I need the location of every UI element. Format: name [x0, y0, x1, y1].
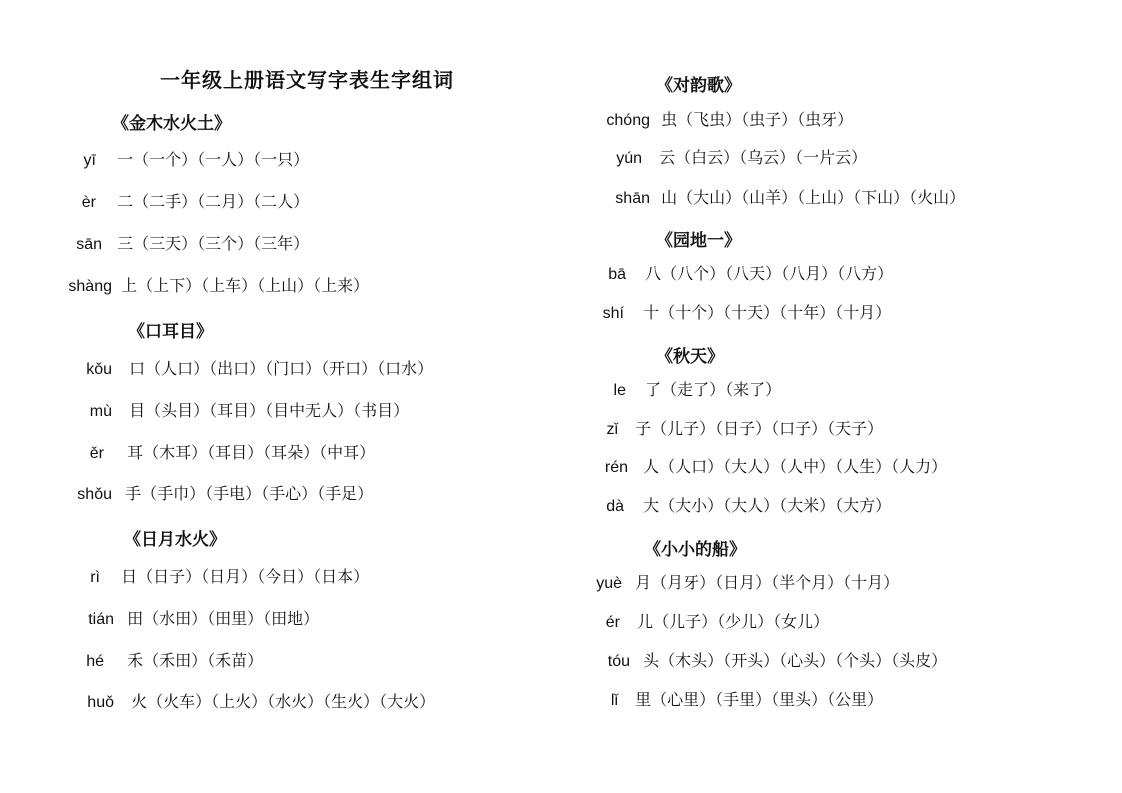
character-row [592, 457, 947, 478]
character-row [592, 188, 965, 209]
character-row [592, 264, 893, 285]
section-heading: 《对韵歌》 [656, 76, 741, 96]
pinyin: yún [616, 150, 642, 167]
word-group: 一（一个）（一人）（一只） [117, 150, 310, 169]
word-group: 目（头目）（耳目）（目中无人）（书目） [129, 401, 410, 420]
word-group: 云（白云）（乌云）（一片云） [659, 148, 868, 167]
word-group: 耳（木耳）（耳目）（耳朵）（中耳） [127, 443, 376, 462]
word-group: 手（手巾）（手电）（手心）（手足） [125, 484, 374, 503]
pinyin: bā [608, 266, 626, 283]
character-row [56, 192, 309, 213]
word-group: 头（木头）（开头）（心头）（个头）（头皮） [643, 651, 948, 670]
word-group: 人（人口）（大人）（人中）（人生）（人力） [643, 457, 948, 476]
character-row [56, 692, 435, 713]
section-heading: 《小小的船》 [644, 540, 746, 560]
section-heading: 《日月水火》 [124, 530, 226, 550]
character-row [56, 150, 309, 171]
pinyin: rì [90, 569, 100, 586]
character-row [592, 612, 829, 633]
word-group: 上（上下）（上车）（上山）（上来） [121, 276, 370, 295]
word-group: 儿（儿子）（少儿）（女儿） [637, 612, 830, 631]
word-group: 八（八个）（八天）（八月）（八方） [645, 264, 894, 283]
character-row [592, 496, 891, 517]
character-row [592, 651, 947, 672]
pinyin: rén [604, 459, 628, 476]
pinyin: zǐ [606, 421, 618, 438]
word-group: 月（月牙）（日月）（半个月）（十月） [635, 573, 900, 592]
pinyin: shān [615, 190, 650, 207]
word-group: 口（人口）（出口）（门口）（开口）（口水） [129, 359, 434, 378]
section-heading: 《秋天》 [656, 347, 724, 367]
character-row [56, 609, 319, 630]
word-group: 三（三天）（三个）（三年） [117, 234, 310, 253]
character-row [592, 690, 883, 711]
character-row [56, 276, 369, 297]
pinyin: tóu [607, 653, 630, 670]
word-group: 日（日子）（日月）（今日）（日本） [121, 567, 370, 586]
word-group: 禾（禾田）（禾苗） [127, 651, 264, 670]
pinyin: sān [76, 236, 102, 253]
word-group: 火（火车）（上火）（水火）（生火）（大火） [131, 692, 436, 711]
pinyin: le [613, 382, 626, 399]
character-row [56, 359, 433, 380]
pinyin: èr [81, 194, 96, 211]
character-row [592, 148, 867, 169]
character-row [56, 401, 409, 422]
word-group: 大（大小）（大人）（大米）（大方） [643, 496, 892, 515]
pinyin: shàng [68, 278, 112, 295]
section-heading: 《口耳目》 [128, 322, 213, 342]
word-group: 山（大山）（山羊）（上山）（下山）（火山） [661, 188, 966, 207]
character-row [592, 110, 853, 131]
pinyin: ěr [89, 445, 104, 462]
pinyin: ér [605, 614, 620, 631]
character-row [56, 651, 263, 672]
word-group: 虫（飞虫）（虫子）（虫牙） [661, 110, 854, 129]
word-group: 田（水田）（田里）（田地） [127, 609, 320, 628]
character-row [56, 567, 369, 588]
word-group: 子（儿子）（日子）（口子）（天子） [635, 419, 884, 438]
pinyin: mù [89, 403, 112, 420]
section-heading: 《金木水火土》 [112, 114, 231, 134]
pinyin: huǒ [87, 694, 114, 711]
word-group: 二（二手）（二月）（二人） [117, 192, 310, 211]
pinyin: yuè [596, 575, 622, 592]
pinyin: shí [602, 305, 624, 322]
character-row [592, 419, 883, 440]
pinyin: chóng [606, 112, 650, 129]
page-title: 一年级上册语文写字表生字组词 [160, 68, 454, 92]
pinyin: yī [83, 152, 96, 169]
word-group: 十（十个）（十天）（十年）（十月） [643, 303, 892, 322]
character-row [56, 484, 373, 505]
pinyin: shǒu [77, 486, 112, 503]
pinyin: kǒu [86, 361, 112, 378]
character-row [592, 573, 899, 594]
pinyin: dà [606, 498, 624, 515]
character-row [592, 380, 781, 401]
character-row [56, 443, 375, 464]
pinyin: lǐ [610, 692, 618, 709]
word-group: 了（走了）（来了） [645, 380, 782, 399]
character-row [56, 234, 309, 255]
character-row [592, 303, 891, 324]
pinyin: hé [86, 653, 104, 670]
section-heading: 《园地一》 [656, 231, 741, 251]
pinyin: tián [88, 611, 114, 628]
word-group: 里（心里）（手里）（里头）（公里） [635, 690, 884, 709]
